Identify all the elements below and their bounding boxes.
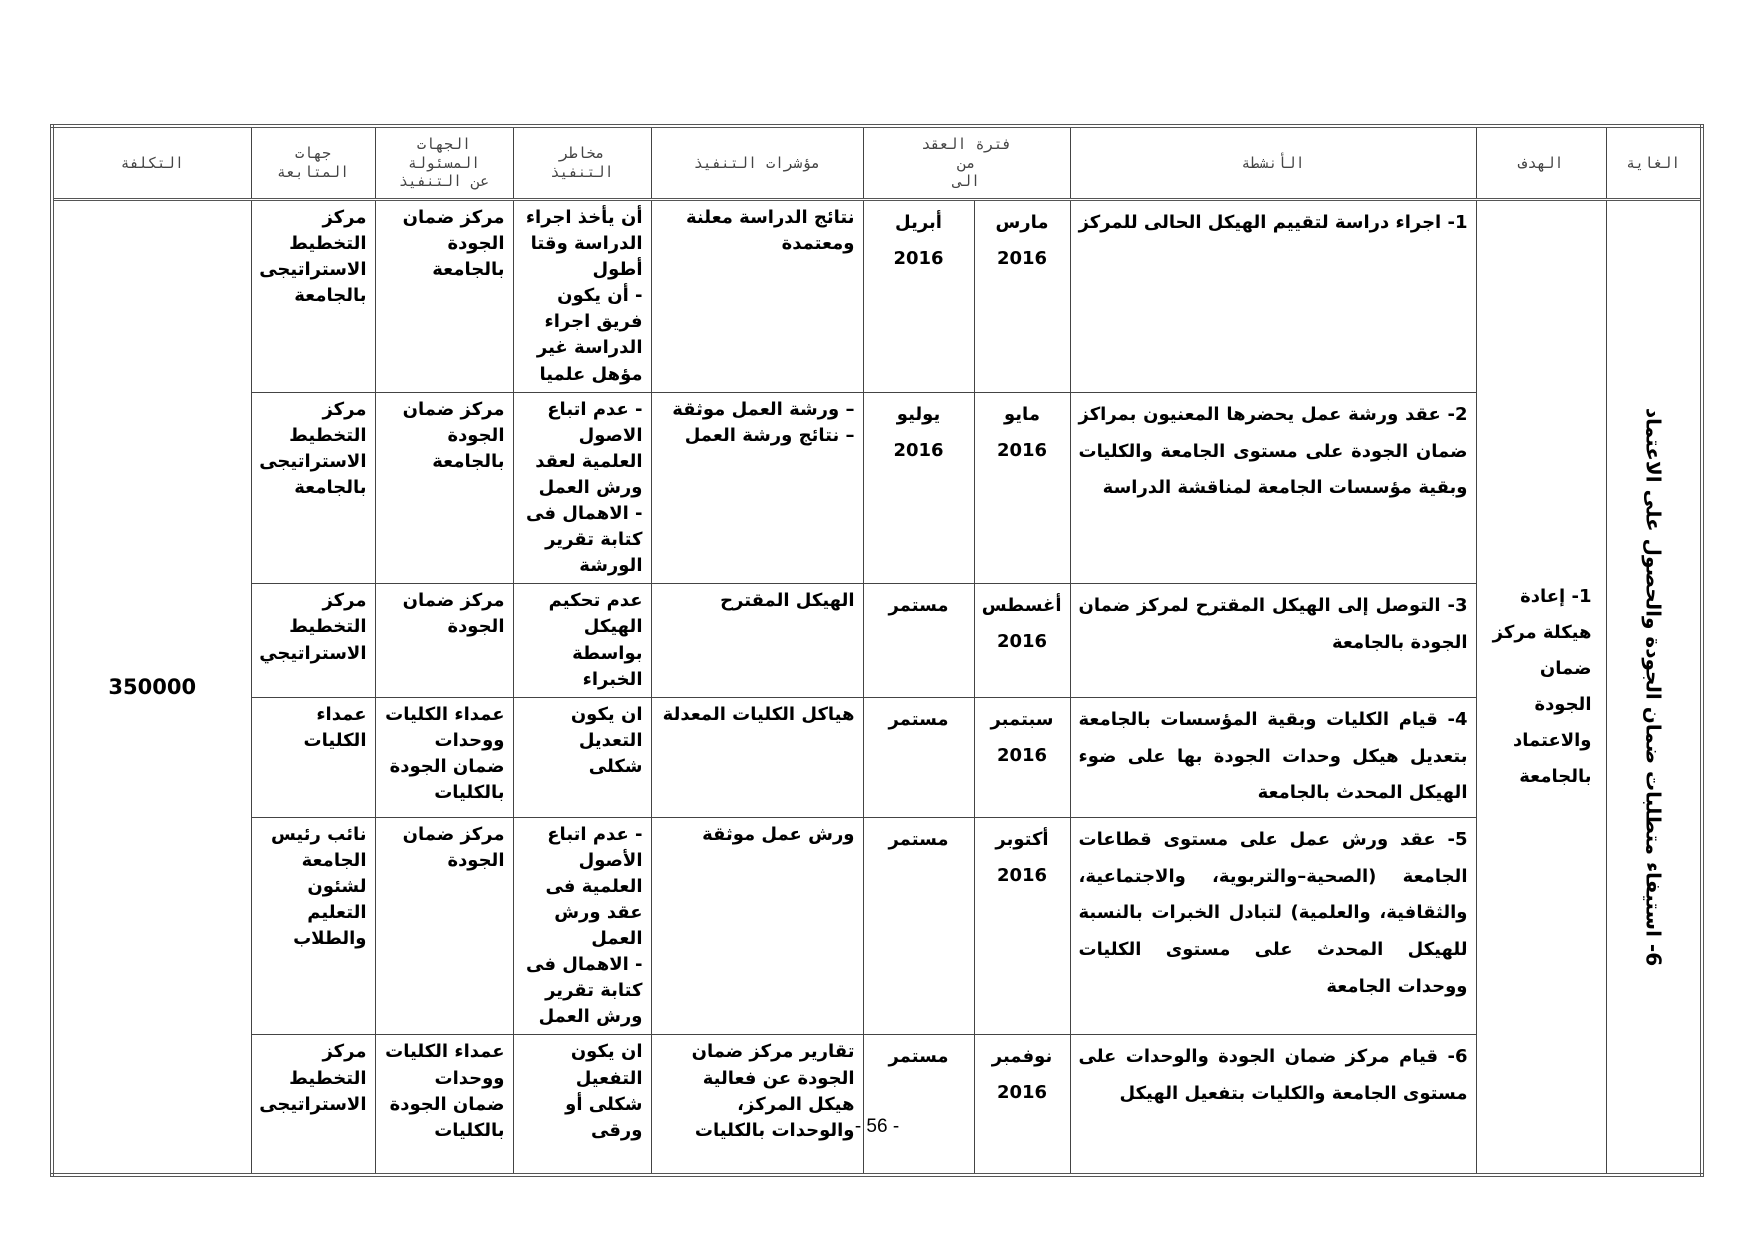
page-number: - 56 - xyxy=(854,1116,900,1137)
risks-cell: - عدم اتباع الأصول العلمية فى عقد ورش العمل - الاهمال فى كتابة تقرير ورش العمل xyxy=(513,817,651,1035)
responsible-cell: عمداء الكليات ووحدات ضمان الجودة بالكليات xyxy=(375,697,513,817)
period-to-cell: يوليو 2016 xyxy=(863,392,974,584)
period-to-cell: أبريل 2016 xyxy=(863,200,974,393)
period-from-cell: نوفمبر 2016 xyxy=(974,1035,1070,1175)
header-period: فترة العقد من الى xyxy=(863,126,1070,200)
indicators-cell: – ورشة العمل موثقة – نتائج ورشة العمل xyxy=(651,392,863,584)
risks-cell: أن يأخذ اجراء الدراسة وقتا أطول - أن يكون فريق اجراء الدراسة غير مؤهل علميا xyxy=(513,200,651,393)
risks-cell: ان يكون التفعيل شكلى أو ورقى xyxy=(513,1035,651,1175)
aim-cell xyxy=(1606,200,1702,1175)
indicators-cell: نتائج الدراسة معلنة ومعتمدة xyxy=(651,200,863,393)
indicators-cell: الهيكل المقترح xyxy=(651,584,863,697)
responsible-cell: مركز ضمان الجودة xyxy=(375,584,513,697)
period-to-cell: مستمر xyxy=(863,584,974,697)
period-from-cell: مارس 2016 xyxy=(974,200,1070,393)
activity-cell: 6- قيام مركز ضمان الجودة والوحدات على مستوى الجامعة والكليات بتفعيل الهيكل xyxy=(1070,1035,1476,1175)
followup-cell: نائب رئيس الجامعة لشئون التعليم والطلاب xyxy=(251,817,375,1035)
followup-cell: مركز التخطيط الاستراتيجى xyxy=(251,1035,375,1175)
goal-cell: 1- إعادة هيكلة مركز ضمان الجودة والاعتماد بالجامعة xyxy=(1476,200,1606,1175)
table-row xyxy=(52,817,1702,1035)
followup-cell: مركز التخطيط الاستراتيجى بالجامعة xyxy=(251,392,375,584)
period-from-cell: أكتوبر 2016 xyxy=(974,817,1070,1035)
followup-cell: مركز التخطيط الاستراتيجى بالجامعة xyxy=(251,200,375,393)
header-activities: الأنشطة xyxy=(1070,126,1476,200)
risks-cell: ان يكون التعديل شكلى xyxy=(513,697,651,817)
header-responsible: الجهات المسئولة عن التنفيذ xyxy=(375,126,513,200)
period-to-cell: مستمر xyxy=(863,1035,974,1175)
header-followup: جهات المتابعة xyxy=(251,126,375,200)
followup-cell: عمداء الكليات xyxy=(251,697,375,817)
risks-cell: - عدم اتباع الاصول العلمية لعقد ورش العمل - الاهمال فى كتابة تقرير الورشة xyxy=(513,392,651,584)
indicators-cell: ورش عمل موثقة xyxy=(651,817,863,1035)
period-from-cell: أغسطس 2016 xyxy=(974,584,1070,697)
table-row xyxy=(52,584,1702,697)
header-goal: الهدف xyxy=(1476,126,1606,200)
activity-cell: 2- عقد ورشة عمل يحضرها المعنيون بمراكز ضمان الجودة على مستوى الجامعة والكليات وبقية مؤسسات الجامعة لمناقشة الدراسة xyxy=(1070,392,1476,584)
period-from-cell: مايو 2016 xyxy=(974,392,1070,584)
header-indicators: مؤشرات التنفيذ xyxy=(651,126,863,200)
table-row xyxy=(52,200,1702,393)
risks-cell: عدم تحكيم الهيكل بواسطة الخبراء xyxy=(513,584,651,697)
activity-cell: 4- قيام الكليات وبقية المؤسسات بالجامعة بتعديل هيكل وحدات الجودة بها على ضوء الهيكل المحدث بالجامعة xyxy=(1070,697,1476,817)
header-cost: التكلفة xyxy=(52,126,251,200)
aim-text: 6- استيفاء متطلبات ضمان الجودة والحصول على الاعتماد xyxy=(1641,407,1666,967)
period-to-cell: مستمر xyxy=(863,697,974,817)
header-risks: مخاطر التنفيذ xyxy=(513,126,651,200)
period-from-cell: سبتمبر 2016 xyxy=(974,697,1070,817)
indicators-cell: تقارير مركز ضمان الجودة عن فعالية هيكل المركز، والوحدات بالكليات xyxy=(651,1035,863,1175)
activity-cell: 3- التوصل إلى الهيكل المقترح لمركز ضمان الجودة بالجامعة xyxy=(1070,584,1476,697)
header-aim: الغاية xyxy=(1606,126,1702,200)
cost-cell: 350000 xyxy=(52,200,251,1175)
action-plan-table xyxy=(50,124,1704,1177)
indicators-cell: هياكل الكليات المعدلة xyxy=(651,697,863,817)
activity-cell: 5- عقد ورش عمل على مستوى قطاعات الجامعة (الصحية–والتربوية، والاجتماعية، والثقافية، والعلمية) لتبادل الخبرات بالنسبة للهيكل المحدث على مستوى الكليات ووحدات الجامعة xyxy=(1070,817,1476,1035)
responsible-cell: مركز ضمان الجودة xyxy=(375,817,513,1035)
responsible-cell: عمداء الكليات ووحدات ضمان الجودة بالكليات xyxy=(375,1035,513,1175)
responsible-cell: مركز ضمان الجودة بالجامعة xyxy=(375,392,513,584)
header-row xyxy=(52,126,1702,200)
table-row xyxy=(52,392,1702,584)
period-to-cell: مستمر xyxy=(863,817,974,1035)
activity-cell: 1- اجراء دراسة لتقييم الهيكل الحالى للمركز xyxy=(1070,200,1476,393)
table-row xyxy=(52,697,1702,817)
responsible-cell: مركز ضمان الجودة بالجامعة xyxy=(375,200,513,393)
followup-cell: مركز التخطيط الاستراتيجي xyxy=(251,584,375,697)
table-row xyxy=(52,1035,1702,1175)
